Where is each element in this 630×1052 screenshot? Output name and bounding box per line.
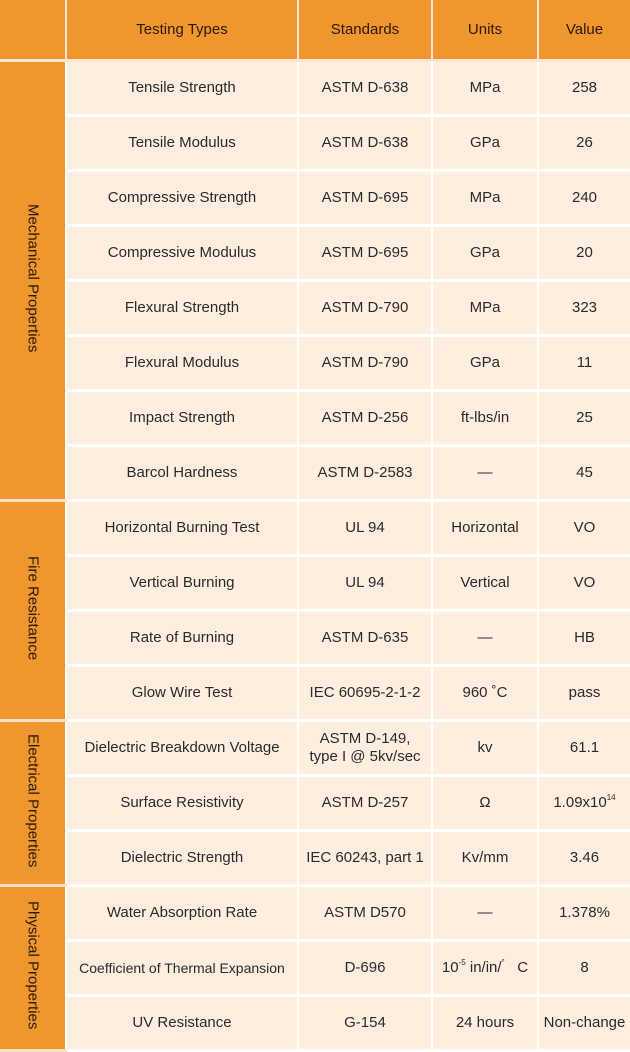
cell-value: 20	[538, 226, 630, 281]
cell-standard: UL 94	[298, 556, 432, 611]
cell-standard: ASTM D570	[298, 886, 432, 941]
cell-unit: 960 ˚C	[432, 666, 538, 721]
cell-testing-type: Flexural Modulus	[66, 336, 298, 391]
cell-standard: ASTM D-638	[298, 116, 432, 171]
table-row	[0, 721, 630, 776]
cell-standard: ASTM D-790	[298, 336, 432, 391]
header-row	[0, 0, 630, 61]
standard-line-2: type I @ 5kv/sec	[309, 748, 421, 765]
cell-value: 3.46	[538, 831, 630, 886]
table-row	[0, 226, 630, 281]
unit-celsius: C	[517, 959, 529, 976]
group-physical	[0, 886, 66, 1051]
cell-value: Non-change	[538, 996, 630, 1051]
cell-standard: ASTM D-635	[298, 611, 432, 666]
cell-testing-type: Horizontal Burning Test	[66, 501, 298, 556]
cell-unit: MPa	[432, 171, 538, 226]
cell-value: VO	[538, 556, 630, 611]
cell-unit: Ω	[432, 776, 538, 831]
cell-standard: ASTM D-2583	[298, 446, 432, 501]
group-electrical	[0, 721, 66, 886]
cell-testing-type: Compressive Modulus	[66, 226, 298, 281]
header-standards: Standards	[298, 0, 432, 61]
cell-standard: IEC 60243, part 1	[298, 831, 432, 886]
table-row	[0, 446, 630, 501]
header-value: Value	[538, 0, 630, 61]
table-row	[0, 996, 630, 1051]
cell-value: 61.1	[538, 721, 630, 776]
cell-value: 8	[538, 941, 630, 996]
cell-unit: ft-lbs/in	[432, 391, 538, 446]
cell-standard: D-696	[298, 941, 432, 996]
table-row	[0, 281, 630, 336]
group-label-mechanical: Mechanical Properties	[24, 203, 42, 353]
table-row	[0, 831, 630, 886]
cell-unit: Kv/mm	[432, 831, 538, 886]
cell-unit: —	[432, 446, 538, 501]
cell-standard: ASTM D-790	[298, 281, 432, 336]
value-exponent: 14	[606, 793, 616, 802]
cell-testing-type: Surface Resistivity	[66, 776, 298, 831]
cell-unit: 24 hours	[432, 996, 538, 1051]
cell-value: pass	[538, 666, 630, 721]
table-row	[0, 776, 630, 831]
cell-testing-type: Glow Wire Test	[66, 666, 298, 721]
cell-testing-type: Barcol Hardness	[66, 446, 298, 501]
cell-standard: ASTM D-695	[298, 226, 432, 281]
unit-rest: in/in/	[465, 959, 502, 976]
table-row	[0, 556, 630, 611]
header-testing-types: Testing Types	[66, 0, 298, 61]
cell-unit: GPa	[432, 336, 538, 391]
group-fire	[0, 501, 66, 721]
table-row	[0, 611, 630, 666]
table-row	[0, 886, 630, 941]
cell-value: VO	[538, 501, 630, 556]
cell-testing-type: Impact Strength	[66, 391, 298, 446]
table-row	[0, 61, 630, 116]
unit-degree: °	[501, 958, 505, 967]
value-base: 1.09x10	[553, 794, 607, 811]
cell-value: 11	[538, 336, 630, 391]
unit-base: 10	[441, 959, 459, 976]
cell-standard	[298, 721, 432, 776]
cell-standard: ASTM D-256	[298, 391, 432, 446]
cell-testing-type: Water Absorption Rate	[66, 886, 298, 941]
cell-value: 240	[538, 171, 630, 226]
cell-unit	[432, 941, 538, 996]
cell-testing-type: Tensile Strength	[66, 61, 298, 116]
cell-standard: ASTM D-638	[298, 61, 432, 116]
header-units: Units	[432, 0, 538, 61]
standard-line-1: ASTM D-149,	[319, 730, 411, 747]
cell-value	[538, 776, 630, 831]
group-label-physical: Physical Properties	[24, 901, 42, 1030]
group-label-electrical: Electrical Properties	[24, 733, 42, 868]
table-row	[0, 941, 630, 996]
group-mechanical	[0, 61, 66, 501]
cell-unit: Vertical	[432, 556, 538, 611]
cell-unit: —	[432, 611, 538, 666]
cell-testing-type: UV Resistance	[66, 996, 298, 1051]
table-row	[0, 391, 630, 446]
cell-value: 323	[538, 281, 630, 336]
cell-unit: MPa	[432, 281, 538, 336]
cell-testing-type: Vertical Burning	[66, 556, 298, 611]
cell-value: HB	[538, 611, 630, 666]
cell-unit: GPa	[432, 116, 538, 171]
cell-unit: MPa	[432, 61, 538, 116]
cell-standard: ASTM D-257	[298, 776, 432, 831]
table-row	[0, 501, 630, 556]
cell-unit: GPa	[432, 226, 538, 281]
cell-testing-type: Rate of Burning	[66, 611, 298, 666]
cell-testing-type: Dielectric Breakdown Voltage	[66, 721, 298, 776]
unit-exponent: -5	[458, 958, 466, 967]
cell-standard: ASTM D-695	[298, 171, 432, 226]
cell-value: 26	[538, 116, 630, 171]
cell-value: 45	[538, 446, 630, 501]
cell-standard: UL 94	[298, 501, 432, 556]
cell-standard: IEC 60695-2-1-2	[298, 666, 432, 721]
cell-value: 258	[538, 61, 630, 116]
cell-testing-type: Dielectric Strength	[66, 831, 298, 886]
cell-testing-type: Tensile Modulus	[66, 116, 298, 171]
cell-testing-type: Flexural Strength	[66, 281, 298, 336]
header-blank	[0, 0, 66, 61]
cell-value: 25	[538, 391, 630, 446]
table-row	[0, 666, 630, 721]
cell-unit: Horizontal	[432, 501, 538, 556]
cell-unit: —	[432, 886, 538, 941]
cell-testing-type: Compressive Strength	[66, 171, 298, 226]
table-row	[0, 336, 630, 391]
cell-standard: G-154	[298, 996, 432, 1051]
cell-value: 1.378%	[538, 886, 630, 941]
table-row	[0, 116, 630, 171]
group-label-fire: Fire Resistance	[24, 555, 42, 661]
cell-unit: kv	[432, 721, 538, 776]
cell-testing-type: Coefficient of Thermal Expansion	[66, 941, 298, 996]
table-row	[0, 171, 630, 226]
